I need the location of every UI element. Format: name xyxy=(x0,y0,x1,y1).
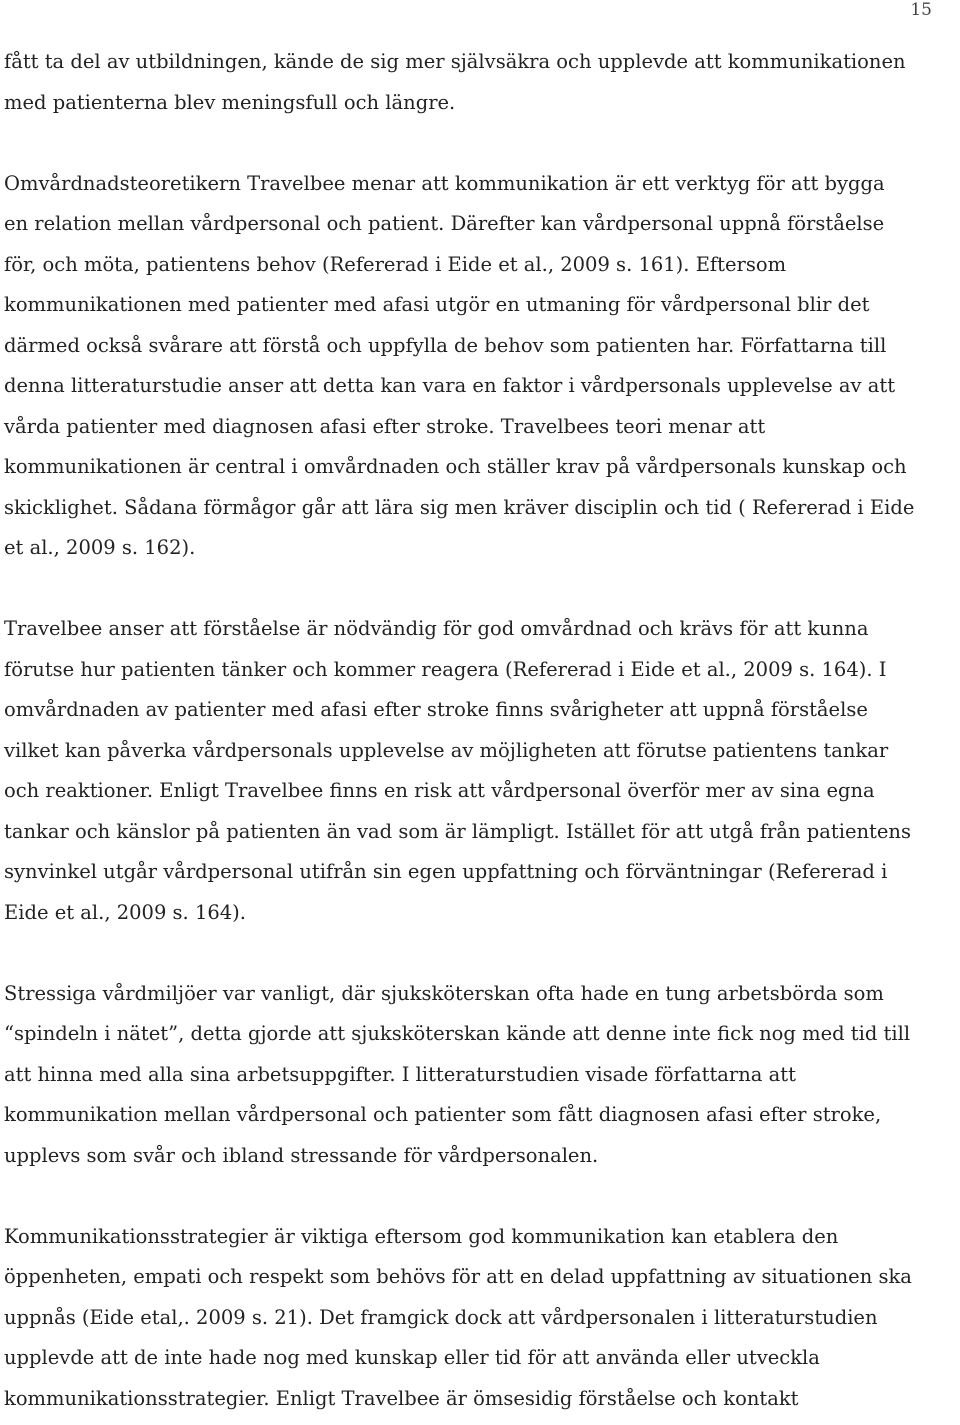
paragraph xyxy=(4,164,960,569)
text-line: kommunikationen är central i omvårdnaden och ställer krav på vårdpersonals kunskap och xyxy=(4,455,907,478)
text-line: öppenheten, empati och respekt som behövs för att en delad uppfattning av situationen ska xyxy=(4,1265,912,1288)
text-line: Omvårdnadsteoretikern Travelbee menar att kommunikation är ett verktyg för att bygga xyxy=(4,171,885,195)
text-line: et al., 2009 s. 162). xyxy=(4,536,196,559)
text-line: förutse hur patienten tänker och kommer reagera (Refererad i Eide et al., 2009 s. 164). I xyxy=(4,657,887,681)
text-line: kommunikationsstrategier. Enligt Travelbee är ömsesidig förståelse och kontakt xyxy=(4,1386,799,1410)
text-line: Eide et al., 2009 s. 164). xyxy=(4,900,246,924)
text-line: omvårdnaden av patienter med afasi efter stroke finns svårigheter att uppnå förståelse xyxy=(4,698,868,721)
text-line: skicklighet. Sådana förmågor går att lära sig men kräver disciplin och tid ( Refererad i Eide xyxy=(4,495,915,519)
text-line: Travelbee anser att förståelse är nödvändig för god omvårdnad och krävs för att kunna xyxy=(4,617,869,640)
page-number: 15 xyxy=(910,0,932,20)
text-line: därmed också svårare att förstå och uppfylla de behov som patienten har. Författarna till xyxy=(4,333,887,357)
body-text xyxy=(4,42,960,1425)
text-line: “spindeln i nätet”, detta gjorde att sjuksköterskan kände att denne inte fick nog med tid till xyxy=(4,1022,911,1045)
text-line: upplevde att de inte hade nog med kunskap eller tid för att använda eller utveckla xyxy=(4,1346,820,1369)
paragraph xyxy=(4,42,960,123)
text-line: tankar och känslor på patienten än vad som är lämpligt. Istället för att utgå från patientens xyxy=(4,819,911,843)
text-line: uppnås (Eide etal,. 2009 s. 21). Det framgick dock att vårdpersonalen i litteraturstudien xyxy=(4,1305,878,1329)
paragraph xyxy=(4,609,960,933)
text-line: och reaktioner. Enligt Travelbee finns en risk att vårdpersonal överför mer av sina egna xyxy=(4,779,875,802)
text-line: kommunikation mellan vårdpersonal och patienter som fått diagnosen afasi efter stroke, xyxy=(4,1103,882,1126)
text-line: för, och möta, patientens behov (Refererad i Eide et al., 2009 s. 161). Eftersom xyxy=(4,252,787,276)
text-line: en relation mellan vårdpersonal och patient. Därefter kan vårdpersonal uppnå förståelse xyxy=(4,212,885,235)
text-line: Stressiga vårdmiljöer var vanligt, där sjuksköterskan ofta hade en tung arbetsbörda som xyxy=(4,981,884,1005)
text-line: upplevs som svår och ibland stressande för vårdpersonalen. xyxy=(4,1143,599,1167)
text-line: Kommunikationsstrategier är viktiga eftersom god kommunikation kan etablera den xyxy=(4,1224,839,1248)
text-line: kommunikationen med patienter med afasi utgör en utmaning för vårdpersonal blir det xyxy=(4,293,870,316)
paragraph xyxy=(4,974,960,1177)
paragraph xyxy=(4,1217,960,1420)
text-line: med patienterna blev meningsfull och längre. xyxy=(4,90,456,114)
text-line: vårda patienter med diagnosen afasi efter stroke. Travelbees teori menar att xyxy=(4,414,766,438)
text-line: synvinkel utgår vårdpersonal utifrån sin egen uppfattning och förväntningar (Refererad i xyxy=(4,860,888,883)
text-line: vilket kan påverka vårdpersonals upplevelse av möjligheten att förutse patientens tankar xyxy=(4,738,889,762)
text-line: att hinna med alla sina arbetsuppgifter. I litteraturstudien visade författarna att xyxy=(4,1062,796,1086)
text-line: denna litteraturstudie anser att detta kan vara en faktor i vårdpersonals upplevelse av att xyxy=(4,374,896,397)
text-line: fått ta del av utbildningen, kände de sig mer självsäkra och upplevde att kommunikationen xyxy=(4,50,906,73)
